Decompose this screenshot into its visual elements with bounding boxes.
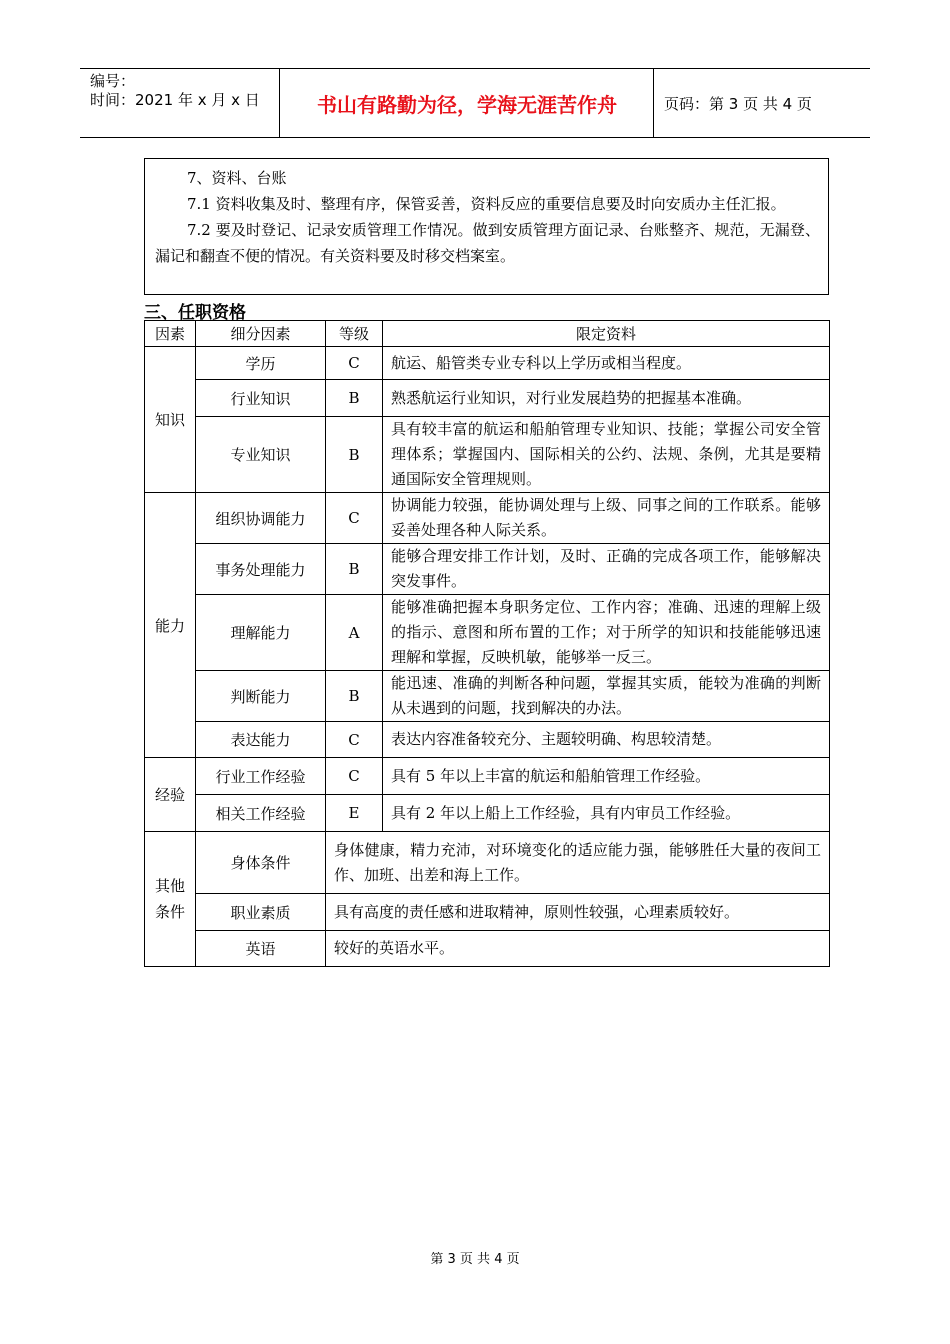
row-description: 具有较丰富的航运和船舶管理专业知识、技能；掌握公司安全管理体系；掌握国内、国际相关的公约、法规、条例，尤其是要精通国际安全管理规则。	[383, 417, 830, 493]
table-row	[145, 671, 830, 722]
table-row	[145, 493, 830, 544]
row-grade: C	[326, 493, 383, 544]
row-description: 航运、船管类专业专科以上学历或相当程度。	[383, 347, 830, 380]
group-knowledge: 知识	[145, 347, 196, 493]
section-title: 三、任职资格	[144, 303, 246, 323]
row-description: 能够准确把握本身职务定位、工作内容；准确、迅速的理解上级的指示、意图和所布置的工作；对于所学的知识和技能能够迅速理解和掌握，反映机敏，能够举一反三。	[383, 595, 830, 671]
row-grade: A	[326, 595, 383, 671]
row-description: 具有 2 年以上船上工作经验，具有内审员工作经验。	[383, 795, 830, 832]
row-subfactor: 事务处理能力	[196, 544, 326, 595]
row-grade: B	[326, 417, 383, 493]
row-description: 表达内容准备较充分、主题较明确、构思较清楚。	[383, 722, 830, 758]
time-label: 时间：2021 年 x 月 x 日	[90, 91, 260, 109]
row-grade: B	[326, 544, 383, 595]
row-grade: C	[326, 758, 383, 795]
section-7-paragraph-2: 7.2 要及时登记、记录安质管理工作情况。做到安质管理方面记录、台账整齐、规范，无漏登、漏记和翻查不便的情况。有关资料要及时移交档案室。	[155, 221, 820, 265]
row-description: 能够合理安排工作计划，及时、正确的完成各项工作，能够解决突发事件。	[383, 544, 830, 595]
group-ability: 能力	[145, 493, 196, 758]
group-other-label: 其他 条件	[154, 877, 185, 921]
group-other	[145, 832, 196, 967]
table-row	[145, 894, 830, 931]
table-header-row	[145, 321, 830, 347]
header-meta	[80, 69, 280, 137]
number-label: 编号：	[90, 72, 136, 90]
group-experience: 经验	[145, 758, 196, 832]
row-grade: B	[326, 671, 383, 722]
table-row	[145, 544, 830, 595]
page-header	[80, 68, 870, 138]
row-description: 具有高度的责任感和进取精神，原则性较强，心理素质较好。	[326, 894, 830, 931]
row-description: 具有 5 年以上丰富的航运和船舶管理工作经验。	[383, 758, 830, 795]
row-grade: C	[326, 722, 383, 758]
row-grade: E	[326, 795, 383, 832]
row-subfactor: 学历	[196, 347, 326, 380]
section-7-paragraph-1: 7.1 资料收集及时、整理有序，保管妥善，资料反应的重要信息要及时向安质办主任汇报。	[187, 195, 786, 213]
table-row	[145, 795, 830, 832]
row-subfactor: 表达能力	[196, 722, 326, 758]
table-row	[145, 380, 830, 417]
table-row	[145, 417, 830, 493]
row-description: 较好的英语水平。	[326, 931, 830, 967]
header-page-info: 页码：第 3 页 共 4 页	[664, 94, 812, 113]
row-subfactor: 专业知识	[196, 417, 326, 493]
row-subfactor: 职业素质	[196, 894, 326, 931]
section-7-box	[144, 158, 829, 295]
row-subfactor: 判断能力	[196, 671, 326, 722]
row-subfactor: 身体条件	[196, 832, 326, 894]
table-row	[145, 347, 830, 380]
table-row	[145, 931, 830, 967]
header-factor: 因素	[145, 321, 196, 347]
section-7-heading: 7、资料、台账	[187, 169, 287, 187]
row-description: 协调能力较强，能协调处理与上级、同事之间的工作联系。能够妥善处理各种人际关系。	[383, 493, 830, 544]
page-footer: 第 3 页 共 4 页	[430, 1252, 520, 1267]
table-row	[145, 722, 830, 758]
row-description: 熟悉航运行业知识，对行业发展趋势的把握基本准确。	[383, 380, 830, 417]
row-subfactor: 英语	[196, 931, 326, 967]
row-grade: C	[326, 347, 383, 380]
row-subfactor: 行业知识	[196, 380, 326, 417]
table-row	[145, 832, 830, 894]
qualifications-table	[144, 320, 830, 967]
header-grade: 等级	[326, 321, 383, 347]
header-subfactor: 细分因素	[196, 321, 326, 347]
table-row	[145, 758, 830, 795]
table-row	[145, 595, 830, 671]
row-subfactor: 理解能力	[196, 595, 326, 671]
header-description: 限定资料	[383, 321, 830, 347]
row-subfactor: 行业工作经验	[196, 758, 326, 795]
row-description: 能迅速、准确的判断各种问题，掌握其实质，能较为准确的判断从未遇到的问题，找到解决的办法。	[383, 671, 830, 722]
row-grade: B	[326, 380, 383, 417]
header-motto: 书山有路勤为径，学海无涯苦作舟	[281, 69, 654, 137]
row-subfactor: 组织协调能力	[196, 493, 326, 544]
row-description: 身体健康，精力充沛，对环境变化的适应能力强，能够胜任大量的夜间工作、加班、出差和海上工作。	[326, 832, 830, 894]
row-subfactor: 相关工作经验	[196, 795, 326, 832]
